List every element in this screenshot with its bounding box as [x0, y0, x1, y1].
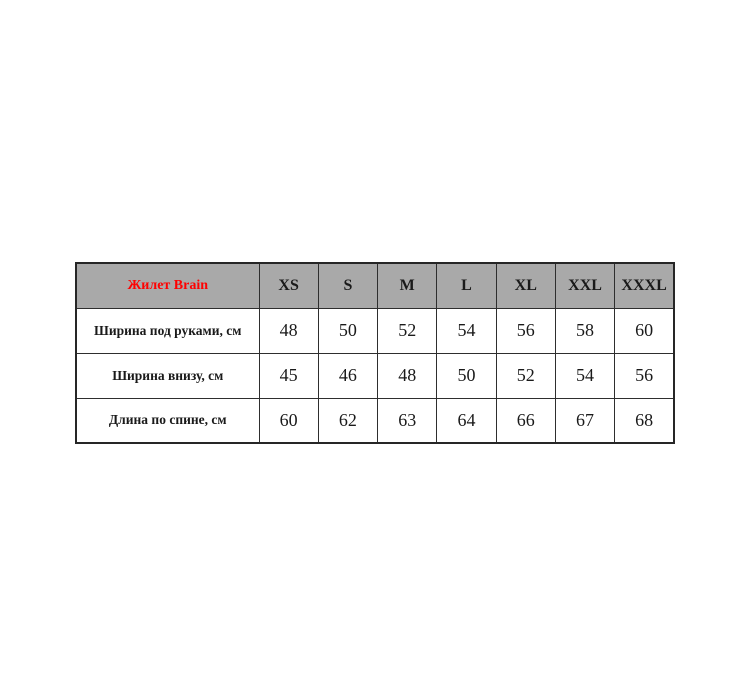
- size-value: 50: [318, 308, 377, 353]
- size-value: 66: [496, 398, 555, 443]
- size-value: 48: [378, 353, 437, 398]
- size-table: [75, 262, 675, 444]
- row-label-back-length: Длина по спине, см: [76, 398, 259, 443]
- size-header-xl: XL: [496, 263, 555, 308]
- size-header-xxxl: XXXL: [615, 263, 674, 308]
- size-value: 45: [259, 353, 318, 398]
- row-label-width-underarms: Ширина под руками, см: [76, 308, 259, 353]
- size-header-xxl: XXL: [555, 263, 614, 308]
- size-value: 50: [437, 353, 496, 398]
- size-header-l: L: [437, 263, 496, 308]
- size-value: 48: [259, 308, 318, 353]
- size-value: 54: [437, 308, 496, 353]
- table-row: [76, 308, 674, 353]
- size-value: 67: [555, 398, 614, 443]
- size-value: 62: [318, 398, 377, 443]
- table-row: [76, 398, 674, 443]
- size-value: 60: [259, 398, 318, 443]
- size-value: 52: [496, 353, 555, 398]
- size-value: 64: [437, 398, 496, 443]
- header-row: [76, 263, 674, 308]
- size-value: 58: [555, 308, 614, 353]
- row-label-width-bottom: Ширина внизу, см: [76, 353, 259, 398]
- size-value: 54: [555, 353, 614, 398]
- size-value: 63: [378, 398, 437, 443]
- size-value: 56: [615, 353, 674, 398]
- table-row: [76, 353, 674, 398]
- size-table-container: [75, 262, 675, 444]
- size-header-m: M: [378, 263, 437, 308]
- size-value: 46: [318, 353, 377, 398]
- size-value: 56: [496, 308, 555, 353]
- size-value: 60: [615, 308, 674, 353]
- size-value: 68: [615, 398, 674, 443]
- size-header-s: S: [318, 263, 377, 308]
- table-title: Жилет Brain: [76, 263, 259, 308]
- size-header-xs: XS: [259, 263, 318, 308]
- size-value: 52: [378, 308, 437, 353]
